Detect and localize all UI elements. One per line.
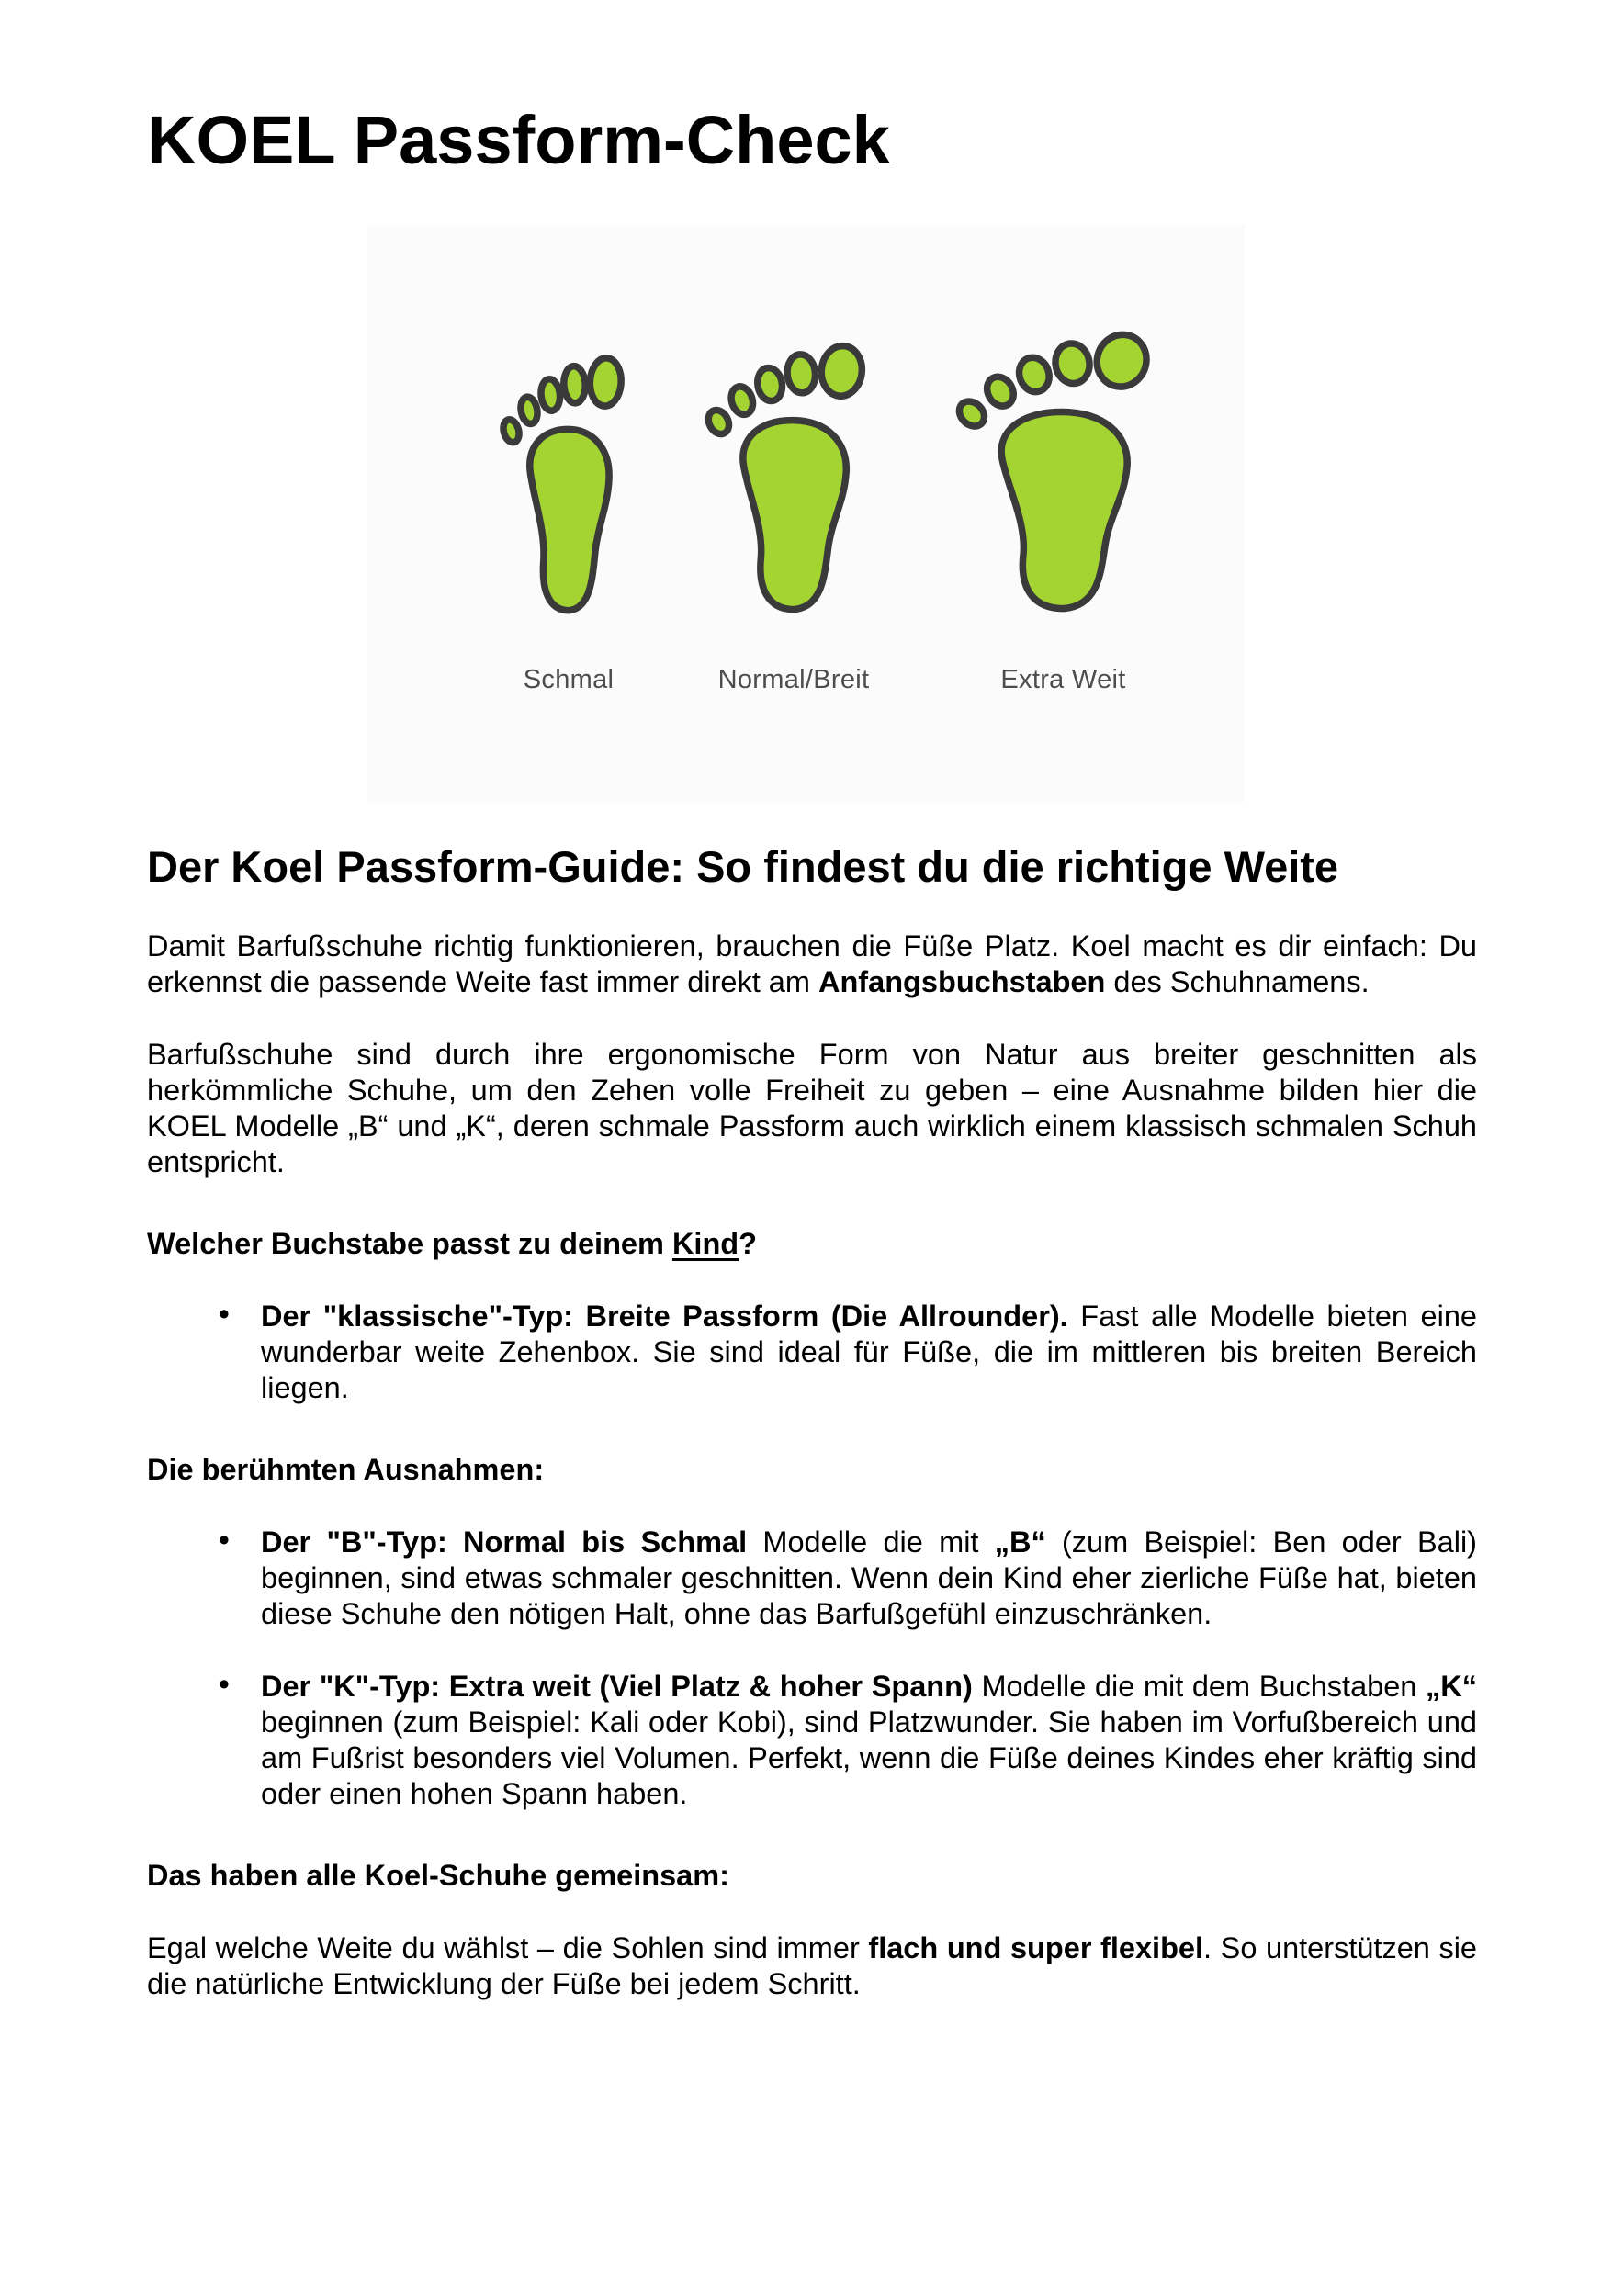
footprint-narrow-icon xyxy=(493,342,645,634)
foot-width-label-extra-wide: Extra Weit xyxy=(1000,665,1126,695)
guide-section-heading: Der Koel Passform-Guide: So findest du die richtige Weite xyxy=(147,842,1339,892)
b-type-bullet: • Der "B"-Typ: Normal bis Schmal Modelle die mit „B“ (zum Beispiel: Ben oder Bali) beginnen, sind etwas schmaler geschnitten. Wenn dein Kind eher zierliche Füße hat, bieten diese Schuhe den nötigen Halt, ohne das Barfußgefühl einzuschränken. xyxy=(147,1525,1477,1632)
classic-type-list xyxy=(147,1299,1477,1406)
page-title: KOEL Passform-Check xyxy=(147,102,890,178)
footprint-row xyxy=(367,317,1245,695)
classic-type-bullet: • Der "klassische"-Typ: Breite Passform (Die Allrounder). Fast alle Modelle bieten eine wunderbar weite Zehenbox. Sie sind ideal für Füße, die im mittleren bis breiten Bereich liegen. xyxy=(147,1299,1477,1406)
ergonomic-paragraph: Barfußschuhe sind durch ihre ergonomische Form von Natur aus breiter geschnitten als herkömmliche Schuhe, um den Zehen volle Freiheit zu geben – eine Ausnahme bilden hier die KOEL Modelle „B“ und „K“, deren schmale Passform auch wirklich einem klassisch schmalen Schuh entspricht. xyxy=(147,1038,1477,1179)
exceptions-heading: Die berühmten Ausnahmen: xyxy=(147,1453,545,1487)
foot-width-label-normal: Normal/Breit xyxy=(717,665,870,695)
foot-width-label-narrow: Schmal xyxy=(523,665,615,695)
common-heading: Das haben alle Koel-Schuhe gemeinsam: xyxy=(147,1859,729,1893)
k-type-bullet: • Der "K"-Typ: Extra weit (Viel Platz & hoher Spann) Modelle die mit dem Buchstaben „K“ beginnen (zum Beispiel: Kali oder Kobi), sind Platzwunder. Sie haben im Vorfußbereich und am Fußrist besonders viel Volumen. Perfekt, wenn die Füße deines Kindes eher kräftig sind oder einen hohen Spann haben. xyxy=(147,1669,1477,1812)
foot-column-narrow xyxy=(493,342,645,695)
foot-width-figure xyxy=(367,225,1245,802)
exception-types-list xyxy=(147,1525,1477,1812)
footprint-normal-icon xyxy=(695,329,893,634)
intro-paragraph: Damit Barfußschuhe richtig funktionieren, brauchen die Füße Platz. Koel macht es dir einfach: Du erkennst die passende Weite fast immer direkt am Anfangsbuchstaben des Schuhnamens. xyxy=(147,929,1477,999)
soles-paragraph: Egal welche Weite du wählst – die Sohlen sind immer flach und super flexibel. So unterstützen sie die natürliche Entwicklung der Füße bei jedem Schritt. xyxy=(147,1931,1477,2001)
letter-question-heading: Welcher Buchstabe passt zu deinem Kind? xyxy=(147,1227,758,1261)
foot-column-extra-wide xyxy=(943,317,1184,695)
footprint-extra-wide-icon xyxy=(943,317,1184,634)
foot-column-normal xyxy=(695,329,893,695)
